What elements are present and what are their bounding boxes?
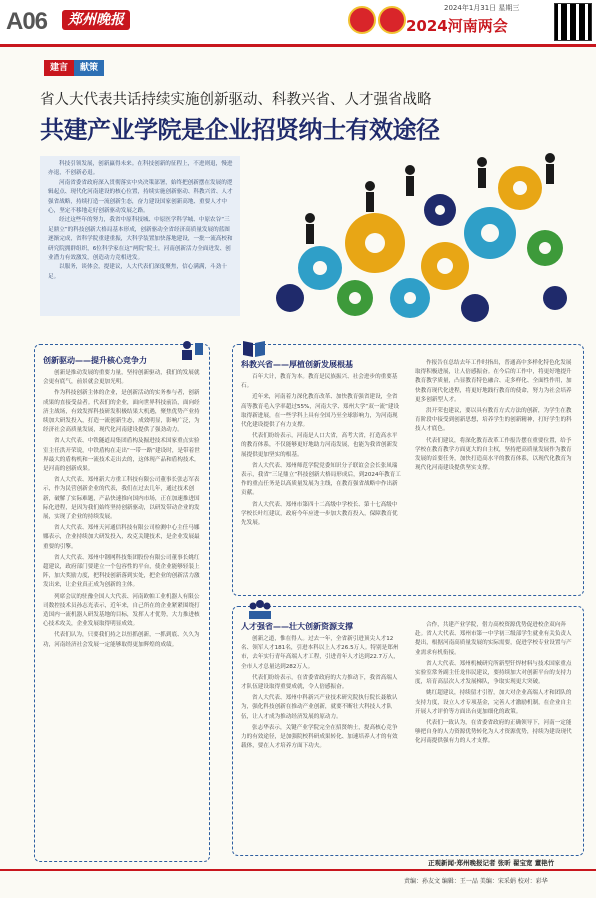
intro-paragraph: 以服务，谈体会，提建议，人大代表们深度聚焦，信心满满，斗劲十足。 [48, 264, 227, 280]
body-paragraph: 代表们认为，只要我们持之以恒抓创新，一抓到底、久久为功，河南经济社会发展一定能够取得更加辉煌的成绩。 [43, 632, 200, 648]
section-column [415, 621, 577, 851]
section-education [232, 344, 584, 596]
qr-code-icon [554, 3, 592, 41]
intro-box [40, 156, 240, 316]
intro-paragraph: 科技引领发展，创新赢得未来。在科技创新的征程上，不进则退，慢进亦退，不创新必退。 [48, 161, 233, 177]
body-paragraph: 近年来，河南着力深化教育改革、加快教育强省建设，全省高等教育毛入学率超过55%，河南大学、郑州大学“双一流”建设取得新进展，在一些学科上具有全国乃至全球影响力，为河南现代化建设提供了有力支撑。 [241, 394, 400, 429]
kicker-label: 献策 [74, 60, 104, 76]
section-innovation [34, 344, 210, 862]
body-paragraph: 姚红超建议，持续留才引智，加大对企业高端人才和团队的支持力度，设立人才专项基金，完善人才激励机制，在企业自主开展人才评价等方面出台更加细化的政策。 [415, 690, 572, 715]
section-heading: 科教兴省——厚植创新发展根基 [241, 360, 353, 369]
body-paragraph: 洪开荣也建议，要以具有教育方式方法的创新，为学生在教育阶段中接受到创新思想，培养学生的创新精神，打好学生的科技人才底色。 [415, 408, 572, 433]
body-paragraph: 省人大代表、郑州天河通信科技有限公司检测中心主任马娜娜表示，企业持续加大研发投入，攻克关键技术，是企业发展最重要的引擎。 [43, 525, 200, 550]
body-paragraph: 创新之道，惟在得人。过去一年，全省新引进顶尖人才12名、领军人才181名，引进本科以上人才26.5万人。特别是郑州市，去年实行青年高端人才工程，引进青年人才达到22.7万人，全市人才总量达到282万人。 [241, 636, 399, 670]
reporter-byline: 正观新闻·郑州晚报记者 张昕 翟宝宽 董艳竹 [428, 859, 555, 867]
body-paragraph: 代表们纷纷表示，在省委省政府的大力推动下，我省高端人才队伍建设取得重要成就，令人倍感振奋。 [241, 674, 398, 691]
body-paragraph: 省人大代表、中铁隧道局集团盾构及掘进技术国家重点实验室主任洪开荣说，中铁盾构在走出“一带一路”建设时，是带着世界最大的盾构机和一流技术走出去的，这体现产品和盾构技术，是河南的创新成果。 [43, 438, 200, 473]
body-paragraph: 省人大代表、郑州机械研究所新型钎焊材料与技术国家重点实验室常务副主任龙伟民建议，要持续加大对创新平台的支持力度，培育高层次人才发展梯队，争取实现更大突破。 [415, 660, 572, 686]
section-talent [232, 606, 584, 856]
section-body [43, 355, 203, 855]
editor-credits: 责编：孙友文 编辑：王一品 美编：宋采娟 校对：彩华 [404, 878, 548, 885]
body-paragraph: 张志华表示，关键产业学院完全在招贤纳士，提高核心竞争力的有效途径，是加强院校科研成果转化、加速培养人才的有效载体，要在人才培养方面下功夫。 [241, 724, 398, 750]
body-paragraph: 省人大代表、郑州新大方重工科技有限公司董事长张志军表示，作为民营创新企业的代表，我们在过去几年，通过技术创新，破解了实际难题，产品快速推向国内市场，正在加速推进国际化进程，是因为我们始终坚持创新驱动，以研发带动企业的发展，实现了企业的持续发展。 [43, 477, 200, 521]
page-header [0, 0, 596, 44]
body-paragraph: 省人大代表、郑州市第四十二高级中学校长、第十七高级中学校长叶红建议，政府今年应进一步加大教育投入，保障教育优先发展。 [241, 501, 398, 527]
team-icon [247, 599, 273, 621]
body-paragraph: 列席会议的驻豫全国人大代表、河南欧帕工业机器人有限公司数控技术员孙志光表示，近年来，自己所在的企业紧紧围绕打造国内一流机器人研发基地的目标，发挥人才优势，大力推进核心技术攻关，企业发展取得明显成效。 [43, 593, 200, 628]
body-paragraph: 代表们一致认为，在省委省政府的正确领导下，河南一定能够把自身的人力资源优势转化为人才资源优势，持续为建设现代化河南提供强有力的人才支撑。 [415, 720, 572, 745]
book-icon [241, 337, 267, 359]
body-paragraph: 合作，共建产业学院，借力高校资源优势促进校企双向奔赴。省人大代表、郑州市第一中学初三级部学生就业有关负责人提出，根据河南高质量发展的实际需要，促进学校专业设置与产业需求有机衔接。 [415, 622, 572, 656]
article-title: 共建产业学院是企业招贤纳士有效途径 [40, 115, 440, 144]
section-heading: 人才强省——壮大创新资源支撑 [241, 622, 353, 631]
body-paragraph: 创新是推动发展的重要力量，坚持创新驱动，我们的发展就会更有底气，前景就会更加光明。 [43, 370, 200, 386]
body-paragraph: 代表们建议，将深化教育改革工作报告摆在重要位置，给予学校在教育教学方面更大的自主权，坚持把高质量发展作为教育发展的首要任务，加快打造高水平的教育体系，以现代化教育为现代化河南建设提供坚实支撑。 [415, 437, 572, 472]
intro-paragraph: 河南省委省政府深入贯彻落实中央决策部署，始终把创新摆在发展的逻辑起点、现代化河南建设的核心位置，持续实施创新驱动、科教兴省、人才强省战略，持续打造一流创新生态，奋力建设国家创新高地、重要人才中心，坚定不移地走好创新驱动发展之路。 [48, 179, 233, 215]
body-paragraph: 作为科技创新主体的企业，是创新活动的实务参与者，创新成果的直接受益者。代表们的企业，面向世界科技前沿，面向经济主战场，有效发挥科技研发积极结果大机遇，聚焦优势产业持续加大研发投入，打造一流创新生态，成效明显，影响广泛，为经济社会高质量发展，现代化河南建设提供了强劲动力。 [43, 390, 200, 434]
article-subtitle: 省人大代表共话持续实施创新驱动、科教兴省、人才强省战略 [40, 92, 432, 108]
body-paragraph: 作报告在总结去年工作时指出，普通高中多样化特色化发展取得积极进展，让人倍感振奋。在今后的工作中，将更好地提升教育教学质量，凸显教育特色融合、走多样化、全面性作用，加快教育现代化进程，将更好地践行教育的使命，努力为社会培养更多创新型人才。 [415, 360, 572, 403]
national-emblem-icon [348, 6, 376, 34]
newspaper-logo: 郑州晚报 [62, 10, 130, 30]
body-paragraph: 省人大代表、郑州师范学院党委知识分子联谊会会长张凤瑞表示，我省“三足鼎立”科技创新大格局形成后，到2024年教育工作的重点任务是以高质量发展为主线，在教育强省战略中作出新贡献。 [241, 462, 401, 497]
body-paragraph: 省人大代表、郑州中科新兴产业技术研究院执行院长聂敏认为，强化科技创新在推动产业创新，就要不断壮大科技人才队伍，让人才成为推动经济发展的原动力。 [241, 695, 398, 720]
section-title: 2024河南两会 [406, 17, 508, 35]
body-paragraph: 省人大代表、郑州中钢网科技集团股份有限公司董事长姚红超建议，政府部门要建立一个包容性的平台，使企业能够轻装上阵，加大奖励力度，把科技创新落到实处，把企业的创新活力激发出来，让企业真正成为创新的主体。 [43, 554, 200, 589]
header-rule [0, 44, 596, 47]
footer-rule [0, 869, 596, 871]
column-kicker [44, 60, 104, 76]
page-number: A06 [6, 8, 48, 35]
body-paragraph: 代表们纷纷表示，河南是人口大省，高考大省，打造高水平的教育体系，不仅能够更好地助力河南发展，也能为我省创新发展提供更加坚实的根基。 [241, 433, 398, 458]
section-column [241, 359, 403, 591]
section-heading: 创新驱动——提升核心竞争力 [43, 356, 147, 365]
section-column [241, 621, 403, 851]
party-emblem-icon [378, 6, 406, 34]
kicker-label: 建言 [44, 60, 74, 76]
gears-illustration [250, 148, 580, 328]
body-paragraph: 百年大计，教育为本。教育是民族振兴、社会进步的重要基石。 [241, 374, 398, 390]
intro-paragraph: 经过这些年的努力，我省中原科技城、中原医学科学城、中原农谷“三足鼎立”的科技创新大格局基本形成，创新驱动全省经济高质量发展的蓝图逐渐完成，省科学院重建重振，大科学装置加快落地建设，一批一流高校和研究院拥群组织，6位科学家在这“两院”院士，河南创新活力全面迸发、创业潜力有效激发，创造动力竞相迸发。 [48, 217, 233, 262]
issue-date: 2024年1月31日 星期三 [444, 4, 520, 12]
section-column [415, 359, 577, 591]
